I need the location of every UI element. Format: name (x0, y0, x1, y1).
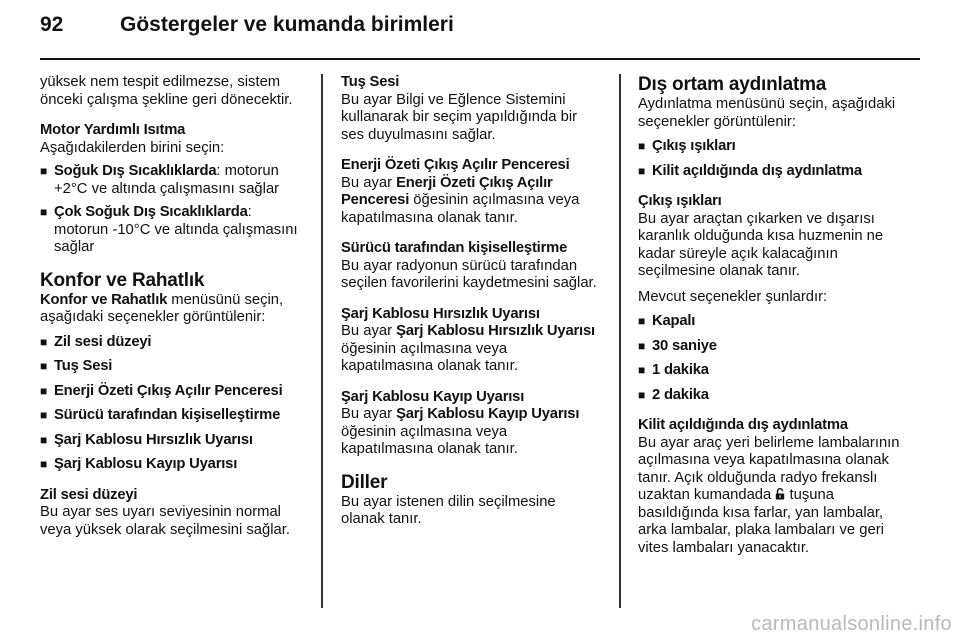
square-bullet-icon: ■ (40, 432, 48, 447)
list-item: ■ Çıkış ışıkları (638, 138, 736, 154)
list-item: ■ 1 dakika (638, 362, 709, 378)
page-number: 92 (40, 13, 64, 36)
list-item: ■ 30 saniye (638, 337, 717, 354)
list-item: ■ Sürücü tarafından kişiselleştirme (40, 407, 281, 423)
square-bullet-icon: ■ (40, 164, 48, 178)
item-label: Çok Soğuk Dış Sıcaklıklarda (54, 204, 248, 220)
square-bullet-icon: ■ (40, 457, 48, 471)
paragraph: Bu ayar Enerji Özeti Çıkış Açılır Penceresi öğesinin açılmasına veya kapatılmasına olanak tanır. (341, 174, 580, 226)
paragraph: Bu ayar istenen dilin seçilmesine olanak tanır. (341, 493, 556, 527)
paragraph: Mevcut seçenekler şunlardır: (638, 288, 828, 305)
section-subtitle: Kilit açıldığında dış aydınlatma (638, 417, 848, 433)
column-divider (619, 74, 621, 608)
paragraph: Aşağıdakilerden birini seçin: (40, 139, 225, 156)
section-subtitle: Sürücü tarafından kişiselleştirme (341, 240, 568, 256)
square-bullet-icon: ■ (638, 163, 646, 178)
paragraph: Bu ayar Şarj Kablosu Hırsızlık Uyarısı öğesinin açılmasına veya kapatılmasına olanak tanır. (341, 323, 595, 374)
paragraph: Bu ayar radyonun sürücü tarafından seçilen favorilerini kaydetmesini sağlar. (341, 257, 597, 291)
section-subtitle: Enerji Özeti Çıkış Açılır Penceresi (341, 157, 570, 173)
paragraph: Bu ayar Bilgi ve Eğlence Sistemini kullanarak bir seçim yapıldığında bir ses duyulmasını sağlar. (341, 91, 578, 143)
square-bullet-icon: ■ (40, 408, 48, 422)
inline-label: Konfor ve Rahatlık (40, 291, 168, 308)
paragraph: Bu ayar araçtan çıkarken ve dışarısı karanlık olduğunda kısa huzmenin ne kadar süreyle açık kalacağının seçilmesine olanak tanır. (638, 210, 884, 279)
column-3 (638, 74, 906, 557)
column-divider (321, 74, 323, 608)
square-bullet-icon: ■ (638, 363, 646, 377)
section-subtitle: Tuş Sesi (341, 74, 400, 90)
list-item: ■ 2 dakika (638, 386, 709, 403)
list-item: ■ Kapalı (638, 313, 696, 329)
column-2 (341, 74, 603, 529)
square-bullet-icon: ■ (40, 383, 48, 398)
paragraph: Bu ayar ses uyarı seviyesinin normal veya yüksek olarak seçilmesini sağlar. (40, 504, 291, 538)
square-bullet-icon: ■ (40, 205, 48, 219)
paragraph (40, 292, 302, 327)
chapter-title: Göstergeler ve kumanda birimleri (120, 13, 454, 36)
section-heading: Diller (341, 471, 388, 493)
header-rule (40, 58, 920, 60)
section-subtitle: Çıkış ışıkları (638, 193, 722, 209)
page-header (40, 13, 920, 53)
section-heading: Konfor ve Rahatlık (40, 269, 205, 291)
square-bullet-icon: ■ (40, 334, 48, 349)
square-bullet-icon: ■ (638, 139, 646, 153)
inline-text: menüsünü seçin, aşağıdaki seçenekler görüntülenir: (40, 291, 284, 325)
square-bullet-icon: ■ (638, 314, 646, 328)
section-subtitle: Zil sesi düzeyi (40, 486, 138, 503)
intro-text: yüksek nem tespit edilmezse, sistem önceki çalışma şekline geri dönecektir. (40, 74, 293, 108)
list-item: ■ Tuş Sesi (40, 358, 113, 374)
section-heading: Dış ortam aydınlatma (638, 74, 827, 95)
list-item: ■ Şarj Kablosu Kayıp Uyarısı (40, 456, 238, 472)
inline-label: Enerji Özeti Çıkış Açılır Penceresi (341, 174, 553, 208)
list-item: ■ Enerji Özeti Çıkış Açılır Penceresi (40, 382, 283, 399)
inline-label: Şarj Kablosu Hırsızlık Uyarısı (396, 323, 595, 339)
list-item (40, 163, 302, 198)
paragraph: Aydınlatma menüsünü seçin, aşağıdaki seçenekler görüntülenir: (638, 96, 896, 130)
item-label: Soğuk Dış Sıcaklıklarda (54, 163, 217, 179)
square-bullet-icon: ■ (40, 359, 48, 373)
item-text: : motorun +2°C ve altında çalışmasını sağlar (54, 163, 280, 197)
square-bullet-icon: ■ (638, 387, 646, 402)
list-item (40, 204, 302, 257)
watermark: carmanualsonline.info (751, 613, 952, 635)
item-text: : motorun -10°C ve altında çalışmasını sağlar (54, 204, 298, 255)
section-subtitle: Şarj Kablosu Hırsızlık Uyarısı (341, 305, 540, 322)
unlock-icon (775, 488, 785, 500)
section-subtitle: Şarj Kablosu Kayıp Uyarısı (341, 388, 525, 405)
inline-label: Şarj Kablosu Kayıp Uyarısı (396, 406, 580, 422)
paragraph: Bu ayar Şarj Kablosu Kayıp Uyarısı öğesinin açılmasına veya kapatılmasına olanak tanır. (341, 406, 580, 457)
paragraph: Bu ayar araç yeri belirleme lambalarının açılmasına veya kapatılmasına olanak tanır. Açık olduğunda radyo frekanslı uzaktan kumandada tuşuna basıldığında kısa farlar, yan lambalar, arka lambalar, plaka lambaları ve geri vites lambaları yanacaktır. (638, 434, 900, 556)
list-item: ■ Kilit açıldığında dış aydınlatma (638, 162, 862, 179)
section-subtitle: Motor Yardımlı Isıtma (40, 122, 186, 138)
list-item: ■ Zil sesi düzeyi (40, 333, 152, 350)
square-bullet-icon: ■ (638, 338, 646, 353)
column-1 (40, 74, 302, 539)
list-item: ■ Şarj Kablosu Hırsızlık Uyarısı (40, 431, 253, 448)
